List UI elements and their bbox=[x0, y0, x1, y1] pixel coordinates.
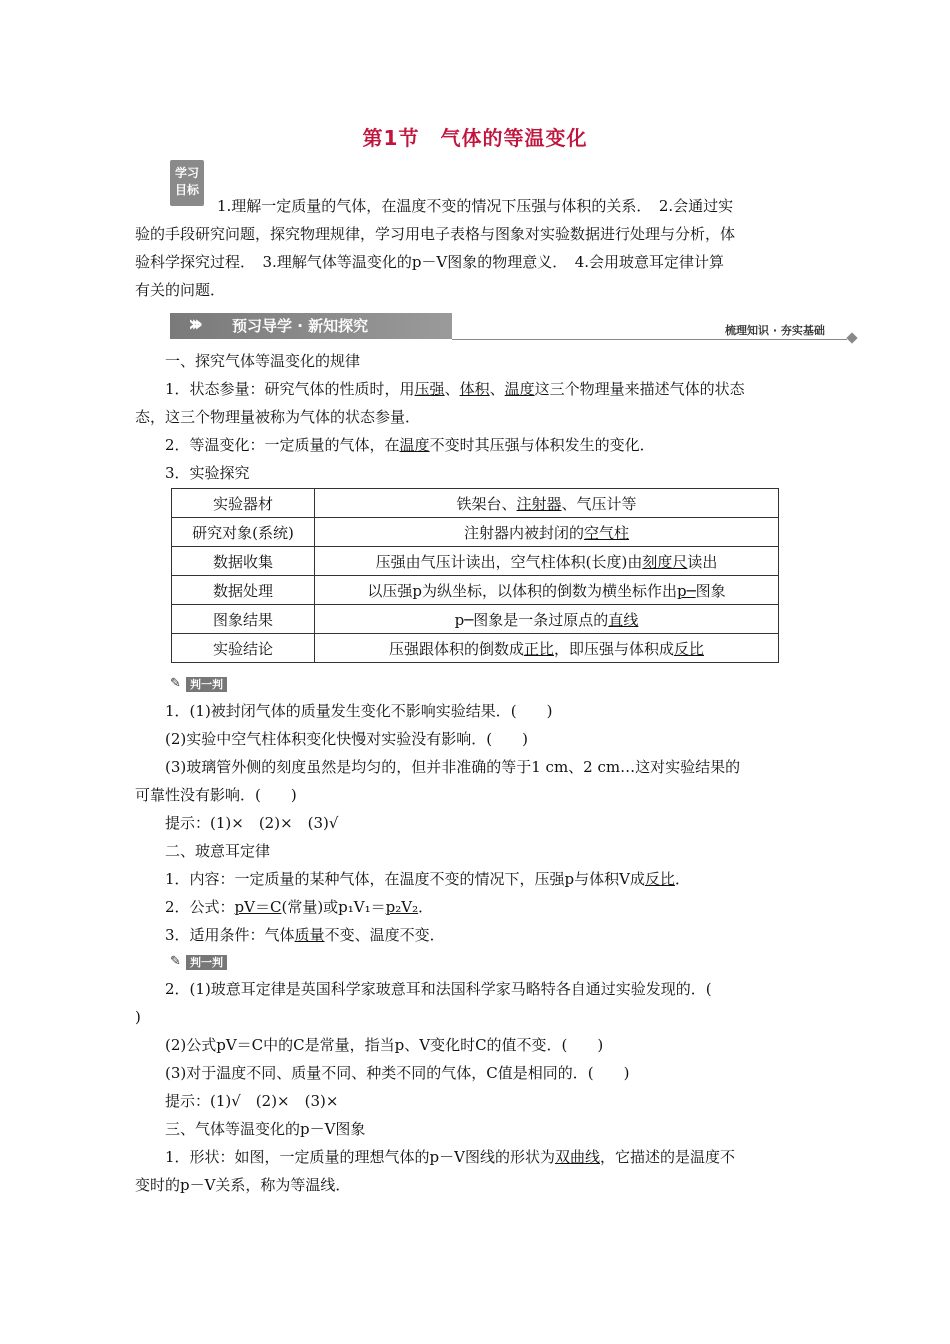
underlined-answer: 体积 bbox=[459, 380, 490, 398]
judge-label bbox=[170, 676, 227, 692]
table-cell: 图象结果 bbox=[172, 605, 315, 634]
s2-condition: 3．适用条件：气体质量不变、温度不变． bbox=[165, 926, 445, 944]
learning-goal-badge bbox=[170, 160, 204, 206]
text: 1．状态参量：研究气体的性质时，用 bbox=[165, 380, 415, 398]
section3-heading: 三、气体等温变化的p－V图象 bbox=[165, 1120, 366, 1138]
table-cell: 压强跟体积的倒数成正比，即压强与体积成反比 bbox=[315, 634, 779, 663]
s3-paragraph1: 1．形状：如图，一定质量的理想气体的p－V图线的形状为双曲线，它描述的是温度不 bbox=[165, 1148, 736, 1166]
s2-content: 1．内容：一定质量的某种气体，在温度不变的情况下，压强p与体积V成反比． bbox=[165, 870, 691, 888]
underlined-answer: 温度 bbox=[504, 380, 535, 398]
j1-question2: (2)实验中空气柱体积变化快慢对实验没有影响．( ) bbox=[165, 730, 528, 748]
table-cell: 压强由气压计读出，空气柱体积(长度)由刻度尺读出 bbox=[315, 547, 779, 576]
table-row bbox=[172, 489, 779, 518]
j1-question1: 1．(1)被封闭气体的质量发生变化不影响实验结果．( ) bbox=[165, 702, 553, 720]
table-cell: 以压强p为纵坐标，以体积的倒数为横坐标作出p─图象 bbox=[315, 576, 779, 605]
s2-formula: 2．公式：pV＝C(常量)或p₁V₁＝p₂V₂． bbox=[165, 898, 434, 916]
table-cell: 实验器材 bbox=[172, 489, 315, 518]
text: 、 bbox=[444, 380, 460, 398]
table-cell: 注射器内被封闭的空气柱 bbox=[315, 518, 779, 547]
table-cell: 实验结论 bbox=[172, 634, 315, 663]
section-subtitle: 梳理知识 · 夯实基础 bbox=[725, 324, 825, 337]
leaf-icon: ✎ bbox=[170, 676, 181, 691]
j2-question3: (3)对于温度不同、质量不同、种类不同的气体，C值是相同的．( ) bbox=[165, 1064, 630, 1082]
underlined-answer: 温度 bbox=[399, 436, 430, 454]
goals-line3: 验科学探究过程． 3.理解气体等温变化的p－V图象的物理意义． 4.会用玻意耳定律计算 bbox=[135, 253, 725, 271]
judge-label bbox=[170, 954, 227, 970]
table-cell: 铁架台、注射器、气压计等 bbox=[315, 489, 779, 518]
text: 、 bbox=[489, 380, 505, 398]
s1-paragraph3: 3．实验探究 bbox=[165, 464, 250, 482]
goals-line4: 有关的问题． bbox=[135, 281, 226, 299]
leaf-icon: ✎ bbox=[170, 954, 181, 969]
section2-heading: 二、玻意耳定律 bbox=[165, 842, 271, 860]
table-cell: 数据处理 bbox=[172, 576, 315, 605]
section1-heading: 一、探究气体等温变化的规律 bbox=[165, 352, 361, 370]
j2-question1-cont: ) bbox=[135, 1008, 141, 1026]
experiment-table bbox=[171, 488, 779, 663]
text: 不变时其压强与体积发生的变化． bbox=[429, 436, 655, 454]
table-row bbox=[172, 605, 779, 634]
page-title: 第1节 气体的等温变化 bbox=[362, 126, 588, 150]
s1-paragraph2 bbox=[165, 431, 655, 459]
goals-line2: 验的手段研究问题，探究物理规律，学习用电子表格与图象对实验数据进行处理与分析，体 bbox=[135, 225, 736, 243]
section-banner bbox=[170, 313, 452, 339]
j2-question1: 2．(1)玻意耳定律是英国科学家玻意耳和法国科学家马略特各自通过实验发现的．( bbox=[165, 980, 712, 998]
table-cell: 研究对象(系统) bbox=[172, 518, 315, 547]
badge-line2: 目标 bbox=[174, 183, 199, 197]
underlined-answer: 压强 bbox=[414, 380, 445, 398]
j2-hint: 提示：(1)√ (2)× (3)× bbox=[165, 1092, 339, 1110]
j2-question2: (2)公式pV＝C中的C是常量，指当p、V变化时C的值不变．( ) bbox=[165, 1036, 604, 1054]
s1-paragraph1 bbox=[165, 375, 745, 403]
section-divider bbox=[452, 339, 847, 340]
judge-tag: 判一判 bbox=[186, 677, 227, 692]
diamond-icon bbox=[846, 332, 857, 343]
j1-question3-cont: 可靠性没有影响．( ) bbox=[135, 786, 297, 804]
table-cell: p─图象是一条过原点的直线 bbox=[315, 605, 779, 634]
text: 2．等温变化：一定质量的气体，在 bbox=[165, 436, 400, 454]
text: 这三个物理量来描述气体的状态 bbox=[534, 380, 745, 398]
table-cell: 数据收集 bbox=[172, 547, 315, 576]
s1-paragraph1-cont: 态，这三个物理量被称为气体的状态参量． bbox=[135, 408, 421, 426]
table-row bbox=[172, 518, 779, 547]
table-row bbox=[172, 634, 779, 663]
j1-hint: 提示：(1)× (2)× (3)√ bbox=[165, 814, 339, 832]
table-row bbox=[172, 576, 779, 605]
j1-question3: (3)玻璃管外侧的刻度虽然是均匀的，但并非准确的等于1 cm、2 cm…这对实验结果的 bbox=[165, 758, 741, 776]
judge-tag: 判一判 bbox=[186, 955, 227, 970]
s3-paragraph1-cont: 变时的p－V关系，称为等温线． bbox=[135, 1176, 351, 1194]
chevron-right-icon: ››› bbox=[188, 312, 198, 337]
badge-line1: 学习 bbox=[174, 166, 199, 180]
table-row bbox=[172, 547, 779, 576]
goals-line1: 1.理解一定质量的气体，在温度不变的情况下压强与体积的关系． 2.会通过实 bbox=[217, 197, 734, 215]
section-banner-label: 预习导学 · 新知探究 bbox=[232, 317, 369, 335]
